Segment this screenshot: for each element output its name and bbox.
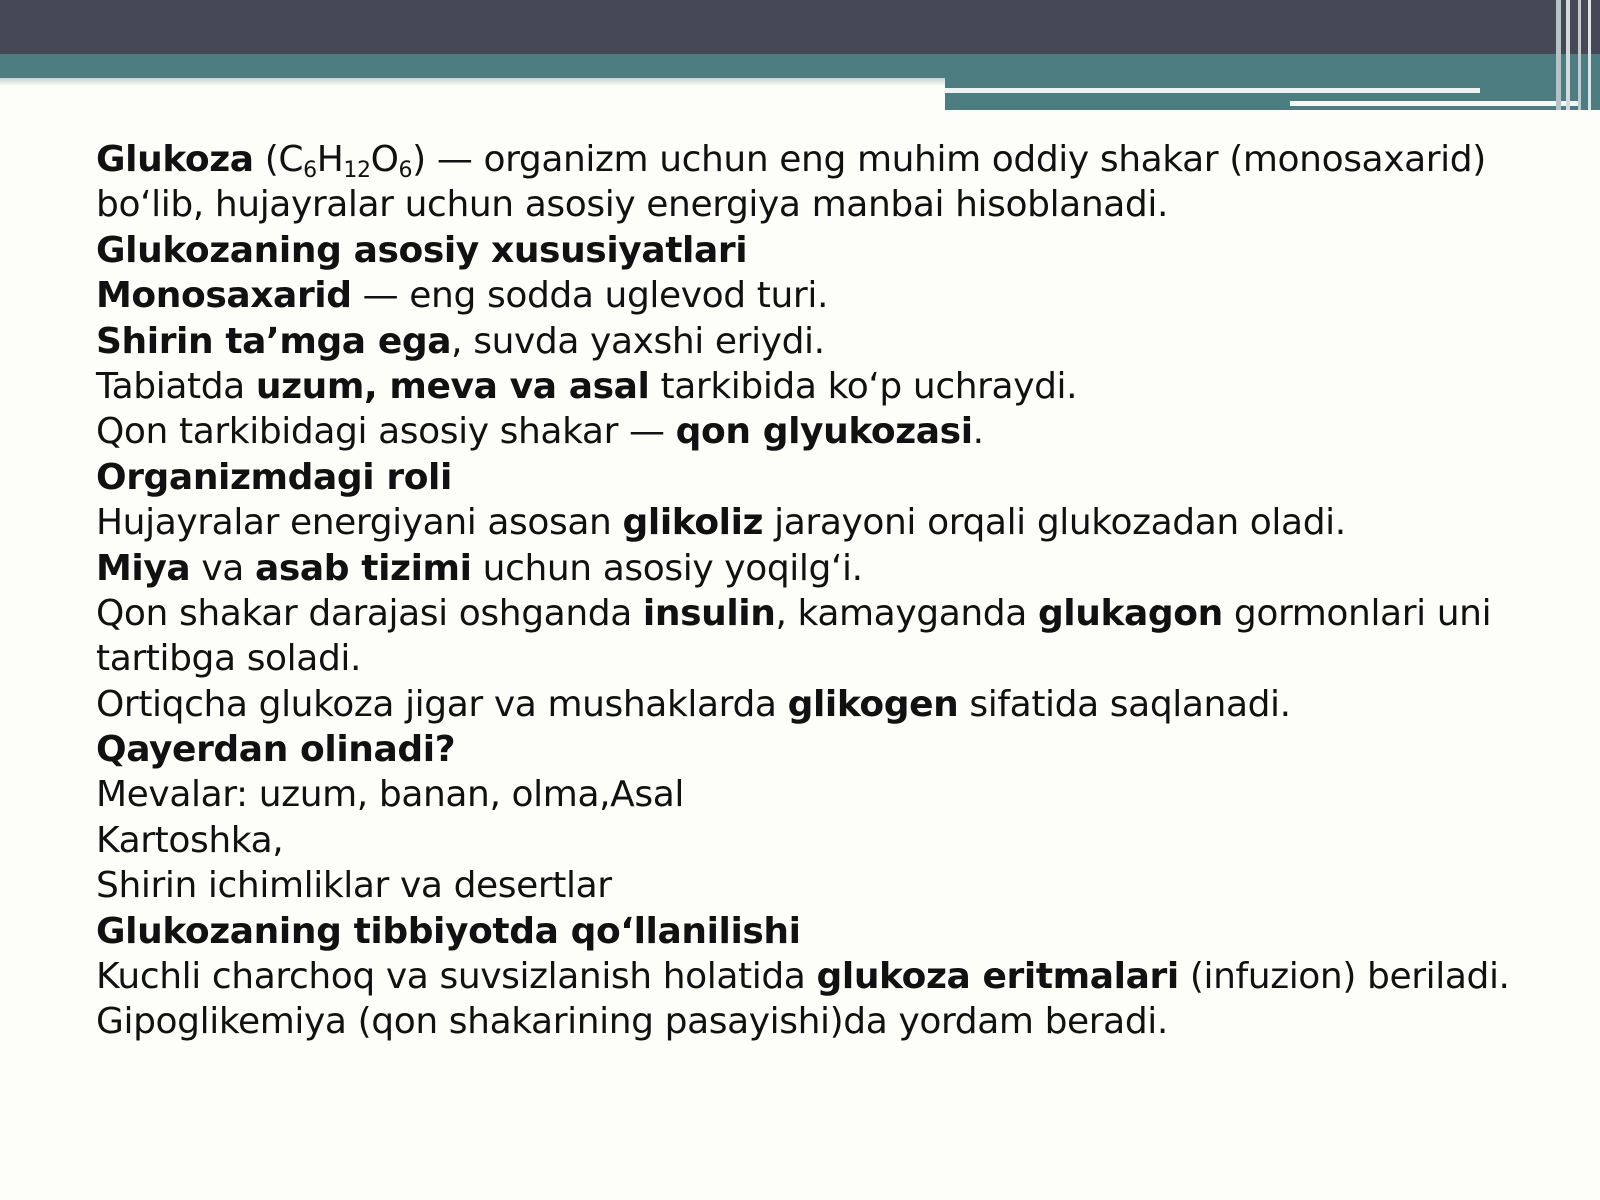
role-line (96, 500, 1576, 545)
intro-line-2: bo‘lib, hujayralar uchun asosiy energiya manbai hisoblanadi. (96, 184, 1169, 226)
heading-text: Glukozaning tibbiyotda qo‘llanilishi (96, 910, 801, 952)
plain-text: Hujayralar energiyani asosan (96, 502, 623, 544)
plain-text: — eng sodda uglevod turi. (351, 275, 828, 317)
edge-stripe (1578, 0, 1581, 110)
plain-text: Ortiqcha glukoza jigar va mushaklarda (96, 683, 788, 725)
heading-medicine (96, 909, 1576, 954)
plain-text: gormonlari uni (1222, 592, 1492, 634)
heading-text: Organizmdagi roli (96, 456, 452, 498)
bold-term: glukoza eritmalari (816, 956, 1179, 998)
header-accent-band (0, 54, 1600, 78)
header-band (0, 0, 1600, 54)
plain-text: uchun asosiy yoqilg‘i. (471, 547, 863, 589)
intro-text: ) — organizm uchun eng muhim oddiy shakar (monosaxarid) (412, 139, 1486, 180)
plain-text: , kamayganda (775, 592, 1038, 634)
bold-term: Miya (96, 547, 191, 589)
formula-part: O (370, 139, 399, 180)
intro-line (96, 137, 1576, 182)
formula-part: H (316, 139, 344, 180)
header-stripe (945, 88, 1480, 93)
property-line (96, 319, 1576, 364)
formula-subscript: 12 (343, 158, 371, 183)
plain-text: Tabiatda (96, 365, 256, 407)
bold-term: uzum, meva va asal (255, 365, 650, 407)
property-line (96, 409, 1576, 454)
heading-role (96, 455, 1576, 500)
property-line (96, 364, 1576, 409)
plain-text: Qon shakar darajasi oshganda (96, 592, 643, 634)
heading-properties (96, 228, 1576, 273)
edge-stripe (1556, 0, 1561, 110)
plain-text: , suvda yaxshi eriydi. (451, 320, 825, 362)
formula-subscript: 6 (303, 158, 317, 183)
edge-stripe (1566, 0, 1570, 110)
slide-body (96, 137, 1576, 1045)
bold-term: glikogen (787, 683, 959, 725)
source-line: Shirin ichimliklar va desertlar (96, 865, 612, 907)
plain-text: (infuzion) beriladi. (1178, 956, 1510, 998)
heading-source (96, 727, 1576, 772)
source-line: Mevalar: uzum, banan, olma,Asal (96, 774, 684, 816)
heading-text: Qayerdan olinadi? (96, 729, 456, 771)
plain-text: sifatida saqlanadi. (958, 683, 1291, 725)
medicine-line: Gipoglikemiya (qon shakarining pasayishi)da yordam beradi. (96, 1001, 1168, 1043)
plain-text: jarayoni orqali glukozadan oladi. (763, 502, 1346, 544)
plain-text: tarkibida ko‘p uchraydi. (649, 365, 1078, 407)
term-glukoza: Glukoza (96, 139, 254, 180)
bold-term: glukagon (1037, 592, 1223, 634)
role-line: tartibga soladi. (96, 638, 362, 680)
plain-text: va (190, 547, 255, 589)
bold-term: Shirin ta’mga ega (96, 320, 452, 362)
property-line (96, 273, 1576, 318)
bold-term: qon glyukozasi (675, 411, 973, 453)
bold-term: insulin (642, 592, 776, 634)
role-line (96, 682, 1576, 727)
edge-stripe (1588, 0, 1591, 110)
role-line (96, 546, 1576, 591)
heading-text: Glukozaning asosiy xususiyatlari (96, 229, 748, 271)
plain-text: Kuchli charchoq va suvsizlanish holatida (96, 956, 817, 998)
source-line: Kartoshka, (96, 819, 284, 861)
plain-text: . (972, 411, 984, 453)
bold-term: Monosaxarid (96, 275, 352, 317)
header-shadow (0, 78, 945, 86)
header-stripe (1290, 101, 1580, 106)
role-line (96, 591, 1576, 636)
plain-text: Qon tarkibidagi asosiy shakar — (96, 411, 676, 453)
medicine-line (96, 954, 1576, 999)
formula-subscript: 6 (398, 158, 413, 183)
formula-part: (C (253, 139, 304, 180)
bold-term: glikoliz (622, 502, 764, 544)
bold-term: asab tizimi (254, 547, 472, 589)
